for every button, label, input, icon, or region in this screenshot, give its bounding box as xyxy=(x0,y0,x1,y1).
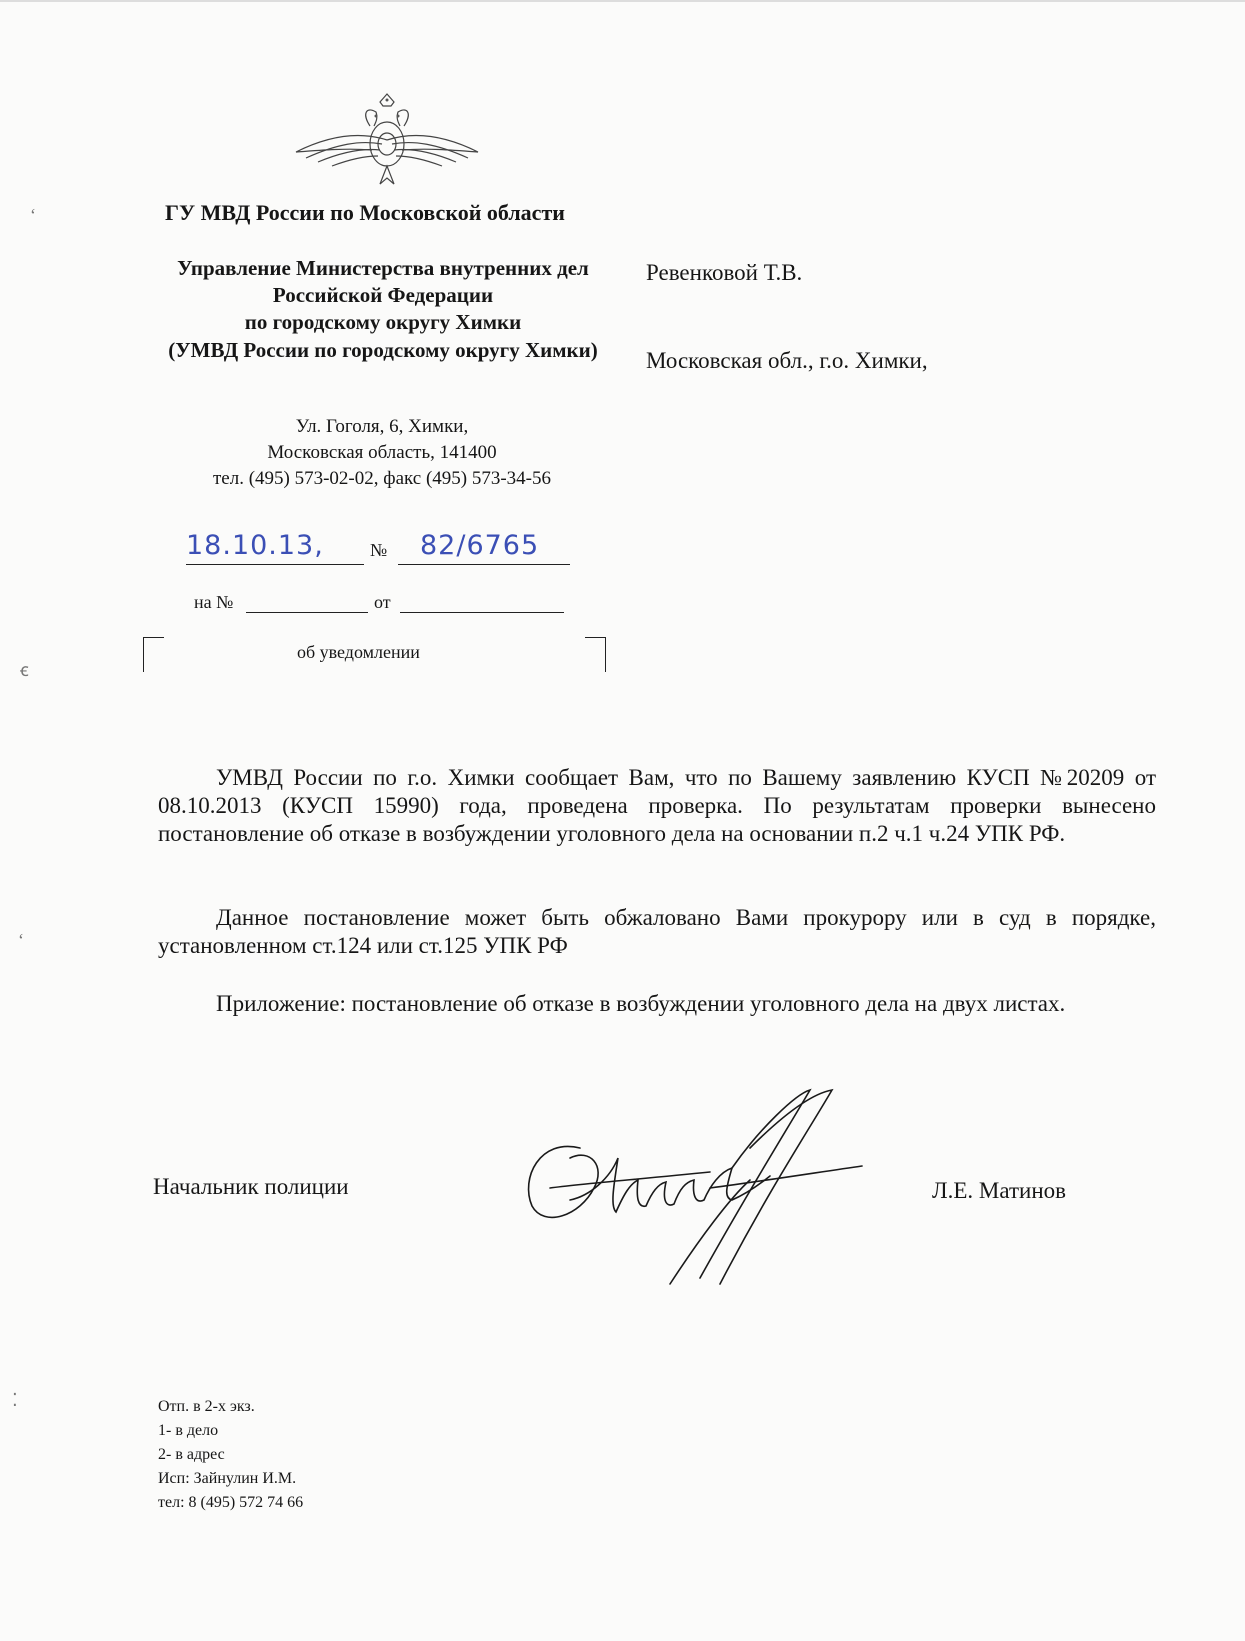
footer-line-copies: Отп. в 2-х экз. xyxy=(158,1398,255,1415)
registration-date: 18.10.13, xyxy=(186,530,324,561)
from-label: от xyxy=(374,592,391,612)
address-line-1: Ул. Гоголя, 6, Химки, xyxy=(295,416,469,437)
subject-bracket-right xyxy=(585,637,606,672)
number-underline xyxy=(398,564,570,565)
body-paragraph-1 xyxy=(158,764,1156,848)
date-underline xyxy=(186,564,364,565)
footer-notes xyxy=(158,1395,303,1515)
org-line-3: по городскому округу Химки xyxy=(244,310,522,334)
body-paragraph-2 xyxy=(158,904,1156,960)
signatory-title: Начальник полиции xyxy=(153,1174,349,1199)
recipient-name: Ревенковой Т.В. xyxy=(646,260,803,285)
scan-edge xyxy=(0,0,1245,2)
handwritten-signature xyxy=(510,1088,870,1288)
footer-line-phone: тел: 8 (495) 572 74 66 xyxy=(158,1494,304,1511)
subject-bracket-left xyxy=(143,637,164,672)
recipient-address: Московская обл., г.о. Химки, xyxy=(646,348,928,373)
address-line-2: Московская область, 141400 xyxy=(267,442,497,463)
signatory-name: Л.Е. Матинов xyxy=(932,1178,1066,1203)
scan-mark: ꞓ xyxy=(20,660,29,680)
number-label: № xyxy=(370,540,388,560)
footer-line-file: 1- в дело xyxy=(158,1422,219,1439)
body-paragraph-3 xyxy=(158,990,1156,1018)
ministry-header: ГУ МВД России по Московской области xyxy=(165,200,565,225)
body-paragraph-3-text: Приложение: постановление об отказе в возбуждении уголовного дела на двух листах. xyxy=(216,991,1066,1016)
scan-mark: ʻ xyxy=(30,205,36,225)
scan-mark: ʻ xyxy=(18,930,24,950)
mvd-emblem xyxy=(292,92,482,192)
org-line-1: Управление Министерства внутренних дел xyxy=(177,256,589,280)
body-paragraph-1-text: УМВД России по г.о. Химки сообщает Вам, что по Вашему заявлению КУСП №20209 от 08.10.2013 (КУСП 15990) года, проведена проверка. По результатам проверки вынесено постановление об отказе в возбуждении уголовного дела на основании п.2 ч.1 ч.24 УПК РФ. xyxy=(158,765,1156,846)
ref-underline xyxy=(246,612,368,613)
org-line-4: (УМВД России по городскому округу Химки) xyxy=(168,338,598,362)
address-line-3: тел. (495) 573-02-02, факс (495) 573-34-56 xyxy=(212,468,552,489)
registration-number: 82/6765 xyxy=(420,530,540,561)
org-line-2: Российской Федерации xyxy=(272,283,494,307)
footer-line-executor: Исп: Зайнулин И.М. xyxy=(158,1470,297,1487)
body-paragraph-2-text: Данное постановление может быть обжаловано Вами прокурору или в суд в порядке, установленном ст.124 или ст.125 УПК РФ xyxy=(158,905,1156,958)
ref-label: на № xyxy=(194,592,234,612)
subject-text: об уведомлении xyxy=(297,642,420,662)
scan-mark: ⁚ xyxy=(12,1390,18,1410)
from-underline xyxy=(400,612,564,613)
footer-line-address: 2- в адрес xyxy=(158,1446,225,1463)
